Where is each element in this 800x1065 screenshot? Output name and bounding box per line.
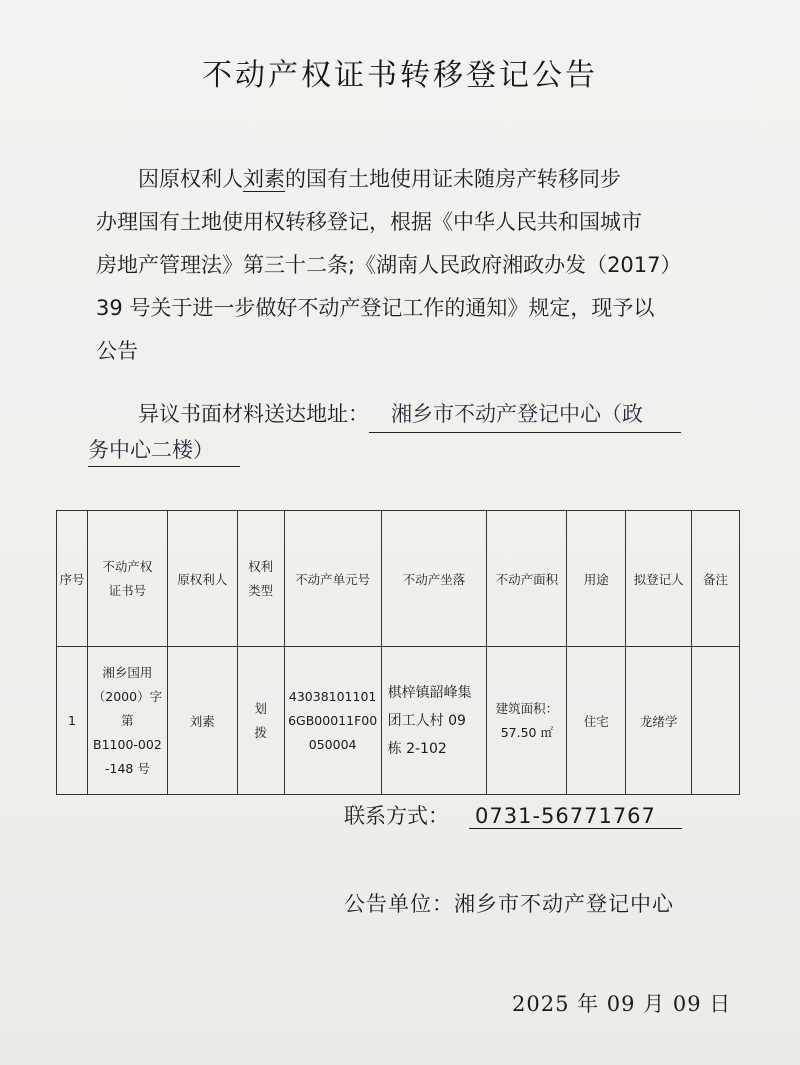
cell-new-holder: 龙绪学 <box>626 647 692 795</box>
objection-label: 异议书面材料送达地址： <box>138 402 369 426</box>
body-line-5: 公告 <box>96 339 138 363</box>
original-holder-name: 刘素 <box>243 167 285 191</box>
page-title: 不动产权证书转移登记公告 <box>202 58 598 93</box>
cell-usage: 住宅 <box>567 647 626 795</box>
registration-table <box>56 510 740 795</box>
cell-location: 棋梓镇韶峰集 团工人村 09 栋 2-102 <box>381 647 487 795</box>
announcement-body <box>96 158 736 373</box>
header-location: 不动产坐落 <box>381 511 487 647</box>
issuing-unit: 公告单位：湘乡市不动产登记中心 <box>344 892 674 916</box>
contact-label: 联系方式： <box>344 804 449 828</box>
cell-original-holder: 刘素 <box>167 647 237 795</box>
cell-unit-no: 43038101101 6GB00011F00 050004 <box>284 647 381 795</box>
header-usage: 用途 <box>567 511 626 647</box>
cell-cert-no: 湘乡国用 （2000）字 第 B1100-002 -148 号 <box>87 647 167 795</box>
body-line-1-suffix: 的国有土地使用证未随房产转移同步 <box>285 167 621 191</box>
objection-address <box>96 396 736 433</box>
header-seq: 序号 <box>57 511 88 647</box>
header-cert-no: 不动产权 证书号 <box>87 511 167 647</box>
cell-remarks <box>692 647 740 795</box>
cell-seq: 1 <box>57 647 88 795</box>
table-header-row <box>57 511 740 647</box>
contact-info <box>344 800 682 830</box>
cell-area: 建筑面积： 57.50 ㎡ <box>487 647 567 795</box>
body-line-1-prefix: 因原权利人 <box>138 167 243 191</box>
header-right-type: 权利 类型 <box>237 511 284 647</box>
objection-address-part2: 务中心二楼） <box>88 434 240 467</box>
header-new-holder: 拟登记人 <box>626 511 692 647</box>
body-line-2: 办理国有土地使用权转移登记，根据《中华人民共和国城市 <box>96 210 642 234</box>
body-line-4: 39 号关于进一步做好不动产登记工作的通知》规定，现予以 <box>96 296 655 320</box>
header-unit-no: 不动产单元号 <box>284 511 381 647</box>
table-row <box>57 647 740 795</box>
contact-phone: 0731-56771767 <box>469 804 682 829</box>
body-line-1 <box>96 158 736 201</box>
body-line-3: 房地产管理法》第三十二条;《湖南人民政府湘政办发（2017） <box>96 253 682 277</box>
header-remarks: 备注 <box>692 511 740 647</box>
cell-right-type: 划 拨 <box>237 647 284 795</box>
header-area: 不动产面积 <box>487 511 567 647</box>
objection-address-part1: 湘乡市不动产登记中心（政 <box>369 396 681 433</box>
notice-date: 2025 年 09 月 09 日 <box>512 992 732 1016</box>
header-original-holder: 原权利人 <box>167 511 237 647</box>
